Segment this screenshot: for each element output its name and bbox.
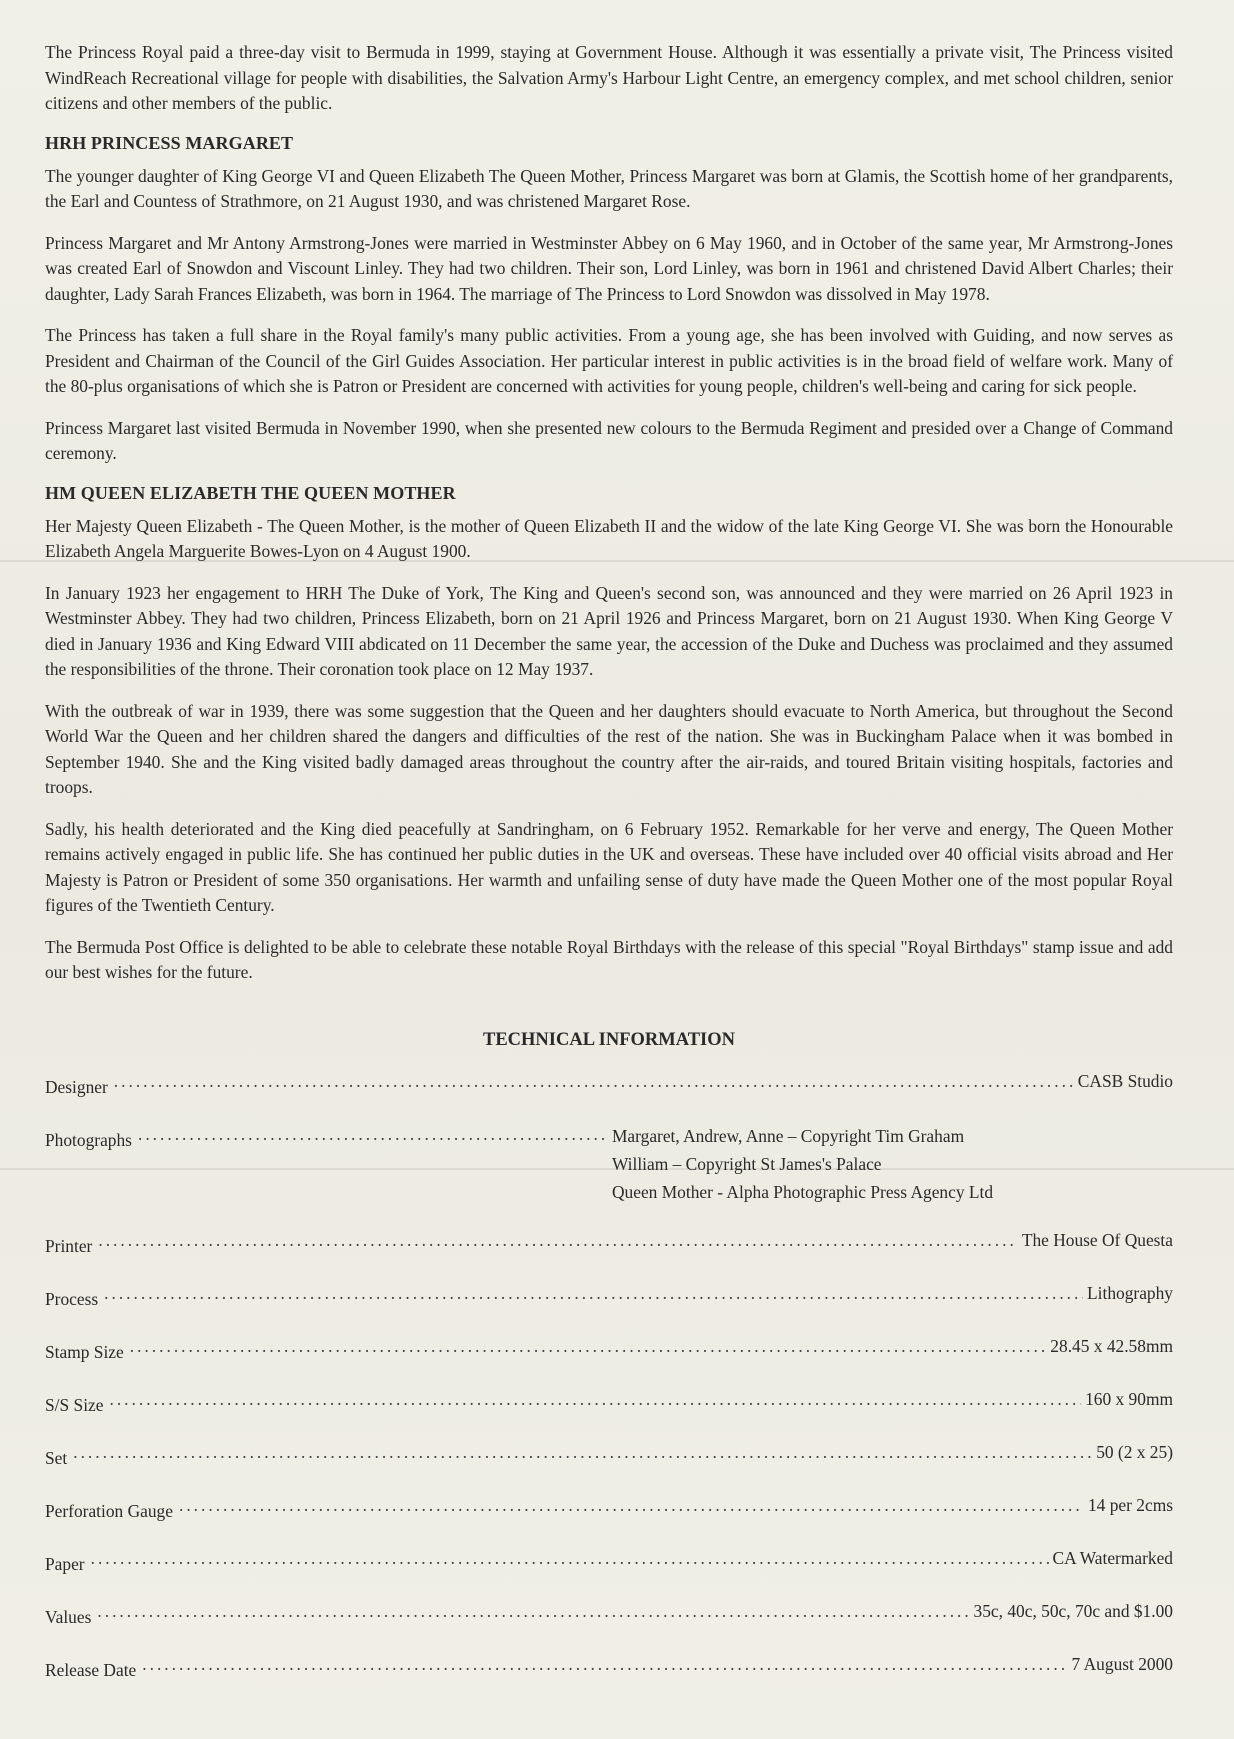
queen-mother-paragraph-1: Her Majesty Queen Elizabeth - The Queen Mother, is the mother of Queen Elizabeth II and the widow of the late King George VI. She was born the Honourable Elizabeth Angela Marguerite Bowes-Lyon on 4 August 1900. (45, 515, 1173, 561)
tech-label: Paper (45, 1553, 85, 1574)
tech-label: Process (45, 1288, 99, 1309)
tech-label: Values (45, 1606, 92, 1627)
margaret-paragraph-4: Princess Margaret last visited Bermuda in November 1990, when she presented new colours to the Bermuda Regiment and presided over a Change of Command ceremony. (45, 417, 1173, 463)
margaret-heading: HRH PRINCESS MARGARET (45, 132, 294, 153)
tech-label: S/S Size (45, 1394, 104, 1415)
queen-mother-paragraph-5: The Bermuda Post Office is delighted to be able to celebrate these notable Royal Birthdays with the release of this special "Royal Birthdays" stamp issue and add our best wishes for the future. (45, 936, 1173, 982)
tech-row-release-date (45, 1652, 1173, 1683)
tech-row-paper (45, 1546, 1173, 1577)
leader-dots (179, 1493, 1084, 1518)
tech-value: Lithography (1087, 1282, 1173, 1303)
tech-row-values (45, 1599, 1173, 1630)
tech-row-set (45, 1440, 1173, 1471)
leader-dots (98, 1228, 1017, 1253)
intro-paragraph: The Princess Royal paid a three-day visit to Bermuda in 1999, staying at Government House. Although it was essentially a private visit, The Princess visited WindReach Recreational village for people with disabilities, the Salvation Army's Harbour Light Centre, an emergency complex, and met school children, senior citizens and other members of the public. (45, 42, 1173, 113)
leader-dots (130, 1334, 1047, 1359)
margaret-paragraph-3: The Princess has taken a full share in the Royal family's many public activities. From a young age, she has been involved with Guiding, and now serves as President and Chairman of the Council of the Girl Guides Association. Her particular interest in public activities is in the broad field of welfare work. Many of the 80-plus organisations of which she is Patron or President are concerned with activities for young people, children's well-being and caring for sick people. (45, 325, 1173, 396)
tech-label: Designer (45, 1076, 108, 1097)
tech-value: CASB Studio (1077, 1070, 1173, 1091)
leader-dots (97, 1599, 969, 1624)
tech-label: Release Date (45, 1659, 137, 1680)
tech-row-printer (45, 1228, 1173, 1259)
tech-value: 28.45 x 42.58mm (1050, 1335, 1173, 1356)
margaret-paragraph-2: Princess Margaret and Mr Antony Armstrong-Jones were married in Westminster Abbey on 6 May 1960, and in October of the same year, Mr Armstrong-Jones was created Earl of Snowdon and Viscount Linley. They had two children. Their son, Lord Linley, was born in 1961 and christened David Albert Charles; their daughter, Lady Sarah Frances Elizabeth, was born in 1964. The marriage of The Princess to Lord Snowdon was dissolved in May 1978. (45, 232, 1173, 304)
document-content (45, 40, 1173, 1705)
tech-label: Perforation Gauge (45, 1500, 173, 1521)
tech-row-perforation (45, 1493, 1173, 1524)
tech-value: 7 August 2000 (1071, 1653, 1173, 1674)
tech-value: 35c, 40c, 50c, 70c and $1.00 (973, 1600, 1173, 1621)
tech-row-ss-size (45, 1387, 1173, 1418)
tech-label: Stamp Size (45, 1341, 124, 1362)
tech-label: Set (45, 1447, 68, 1468)
tech-row-designer (45, 1069, 1173, 1100)
tech-value: 160 x 90mm (1085, 1388, 1173, 1409)
leader-dots (104, 1281, 1083, 1306)
leader-dots (142, 1652, 1067, 1677)
leader-dots (91, 1546, 1049, 1571)
queen-mother-paragraph-4: Sadly, his health deteriorated and the King died peacefully at Sandringham, on 6 February 1952. Remarkable for her verve and energy, The Queen Mother remains actively engaged in public life. She has continued her public duties in the UK and overseas. These have included over 40 official visits abroad and Her Majesty is Patron or President of some 350 organisations. Her warmth and unfailing sense of duty have made the Queen Mother one of the most popular Royal figures of the Twentieth Century. (45, 818, 1173, 915)
tech-value: Margaret, Andrew, Anne – Copyright Tim Graham (611, 1125, 965, 1146)
queen-mother-paragraph-3: With the outbreak of war in 1939, there was some suggestion that the Queen and her daughters should evacuate to North America, but throughout the Second World War the Queen and her children shared the dangers and difficulties of the rest of the nation. She was in Buckingham Palace when it was bombed in September 1940. She and the King visited badly damaged areas throughout the country after the air-raids, and toured Britain visiting hospitals, factories and troops. (45, 700, 1173, 797)
leader-dots (138, 1122, 608, 1147)
leader-dots (109, 1387, 1081, 1412)
queen-mother-paragraph-2: In January 1923 her engagement to HRH The Duke of York, The King and Queen's second son, was announced and they were married on 26 April 1923 in Westminster Abbey. They had two children, Princess Elizabeth, born on 21 April 1926 and Princess Margaret, born on 21 August 1930. When King George V died in January 1936 and King Edward VIII abdicated on 11 December the same year, the accession of the Duke and Duchess was proclaimed and they assumed the responsibilities of the throne. Their coronation took place on 12 May 1937. (45, 582, 1173, 679)
tech-value: 50 (2 x 25) (1096, 1441, 1173, 1462)
tech-row-photographs (45, 1122, 1173, 1206)
leader-dots (73, 1440, 1092, 1465)
leader-dots (114, 1069, 1074, 1094)
margaret-paragraph-1: The younger daughter of King George VI and Queen Elizabeth The Queen Mother, Princess Margaret was born at Glamis, the Scottish home of her grandparents, the Earl and Countess of Strathmore, on 21 August 1930, and was christened Margaret Rose. (45, 165, 1173, 211)
queen-mother-heading: HM QUEEN ELIZABETH THE QUEEN MOTHER (45, 482, 456, 503)
tech-values-list (608, 1122, 993, 1206)
tech-row-stamp-size (45, 1334, 1173, 1365)
tech-row-process (45, 1281, 1173, 1312)
tech-value: Queen Mother - Alpha Photographic Press Agency Ltd (611, 1181, 994, 1202)
tech-label: Printer (45, 1235, 93, 1256)
tech-label: Photographs (45, 1129, 132, 1150)
tech-value: William – Copyright St James's Palace (611, 1153, 882, 1174)
tech-value: 14 per 2cms (1087, 1494, 1173, 1515)
tech-value: The House Of Questa (1021, 1229, 1173, 1250)
tech-value: CA Watermarked (1052, 1547, 1173, 1568)
technical-info-title: TECHNICAL INFORMATION (483, 1029, 735, 1050)
